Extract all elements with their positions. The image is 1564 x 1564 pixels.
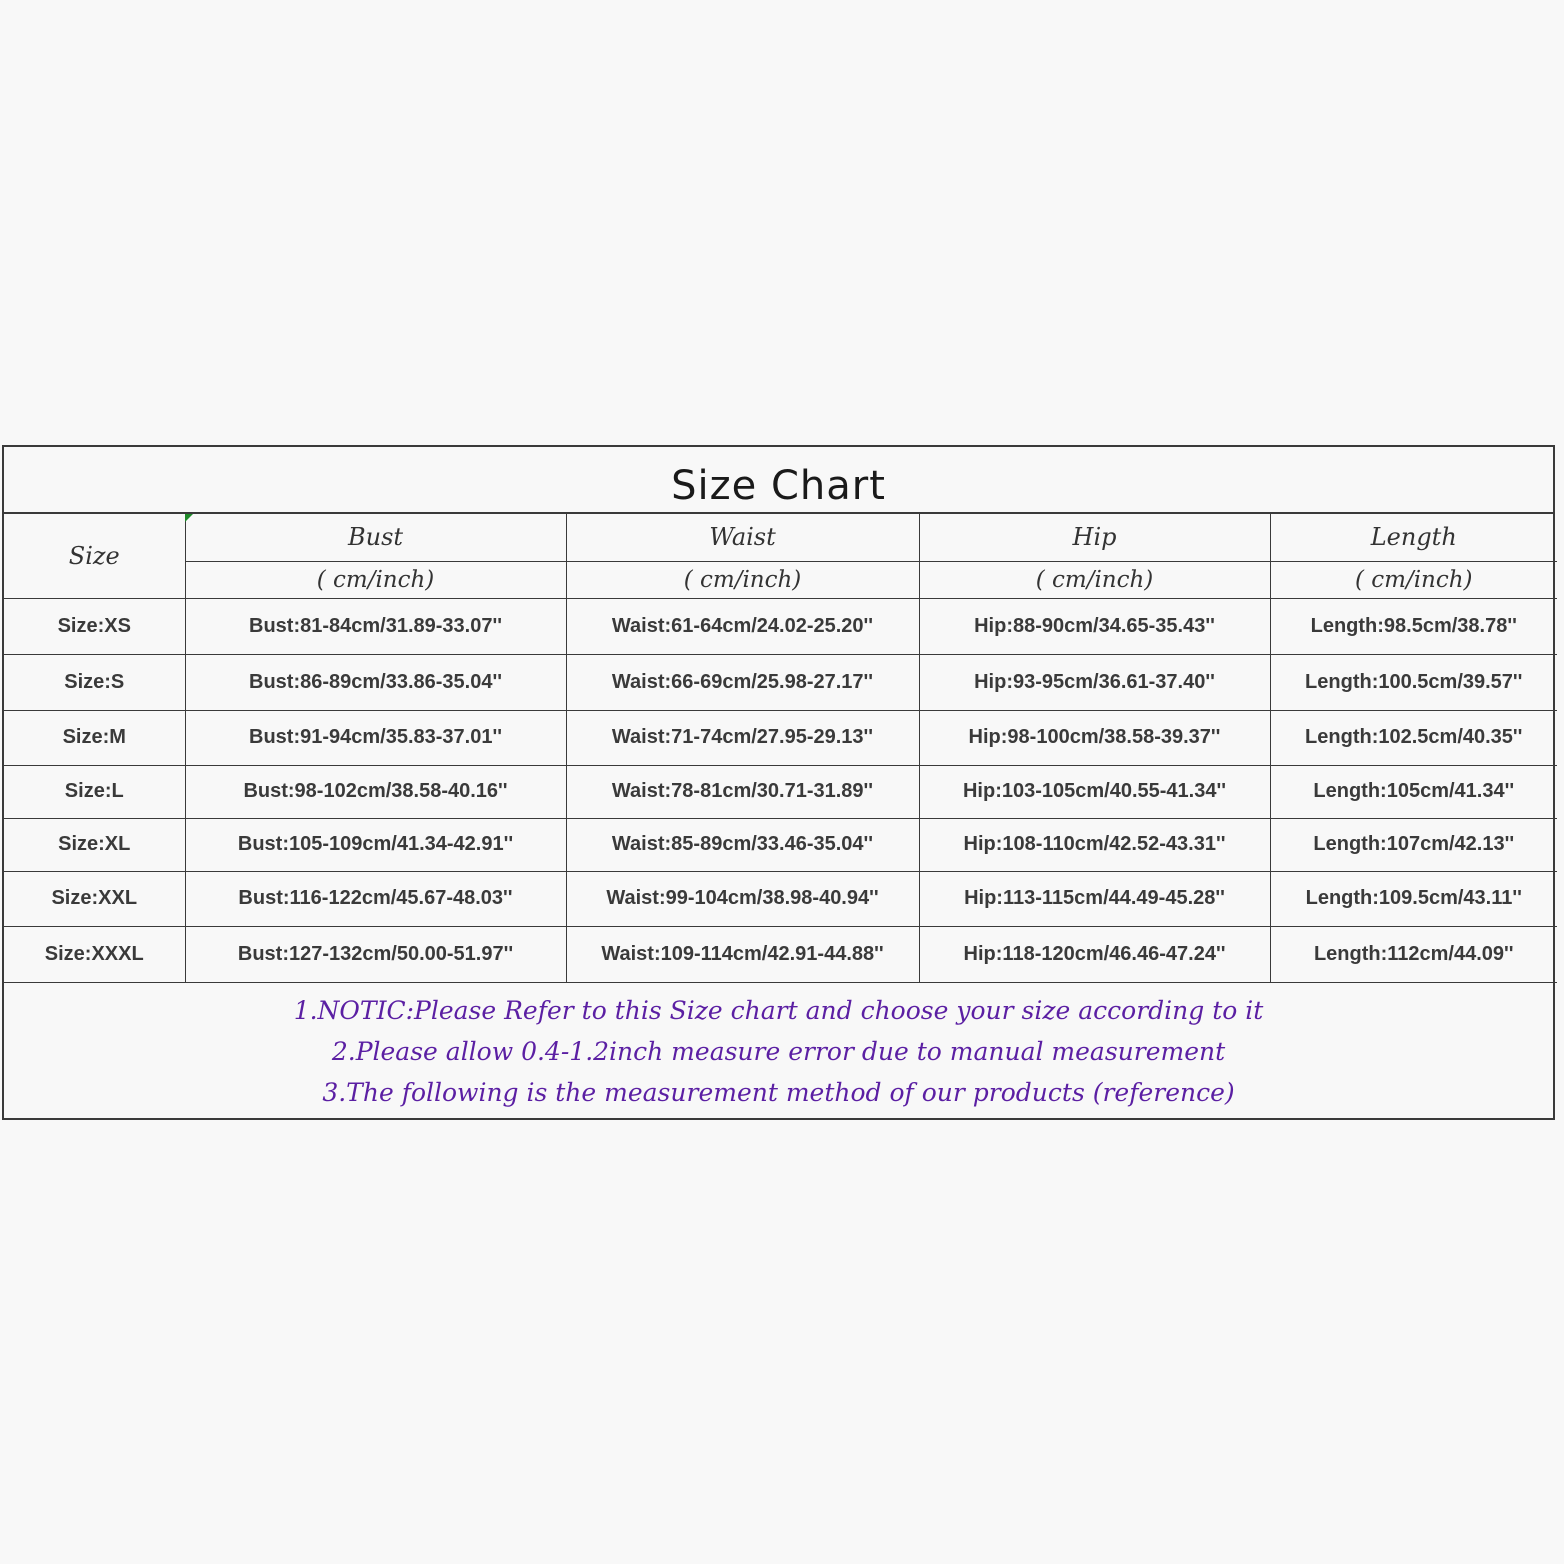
hip-cell: Hip:93-95cm/36.61-37.40'' (919, 654, 1270, 710)
hip-cell: Hip:108-110cm/42.52-43.31'' (919, 818, 1270, 871)
notes-section (4, 984, 1553, 1120)
size-cell: Size:XXXL (4, 926, 185, 982)
note-line: 3.The following is the measurement method of our products (reference) (322, 1078, 1235, 1107)
size-column-header: Size (4, 514, 185, 598)
bust-cell: Bust:127-132cm/50.00-51.97'' (185, 926, 566, 982)
length-cell: Length:112cm/44.09'' (1270, 926, 1557, 982)
length-cell: Length:102.5cm/40.35'' (1270, 710, 1557, 765)
waist-cell: Waist:109-114cm/42.91-44.88'' (566, 926, 919, 982)
hip-column-header: Hip (919, 514, 1270, 561)
waist-column-header: Waist (566, 514, 919, 561)
bust-cell: Bust:98-102cm/38.58-40.16'' (185, 765, 566, 818)
length-unit-label: ( cm/inch) (1270, 561, 1557, 598)
hip-cell: Hip:103-105cm/40.55-41.34'' (919, 765, 1270, 818)
unit-row (4, 561, 1557, 598)
length-cell: Length:100.5cm/39.57'' (1270, 654, 1557, 710)
size-cell: Size:XS (4, 598, 185, 654)
waist-cell: Waist:71-74cm/27.95-29.13'' (566, 710, 919, 765)
size-cell: Size:XXL (4, 871, 185, 926)
chart-title: Size Chart (671, 462, 886, 509)
bust-cell: Bust:105-109cm/41.34-42.91'' (185, 818, 566, 871)
corner-mark (185, 514, 193, 522)
table-row (4, 926, 1557, 982)
title-bar (4, 447, 1553, 514)
note-line: 1.NOTIC:Please Refer to this Size chart and choose your size according to it (293, 996, 1264, 1025)
waist-cell: Waist:66-69cm/25.98-27.17'' (566, 654, 919, 710)
size-cell: Size:XL (4, 818, 185, 871)
hip-cell: Hip:118-120cm/46.46-47.24'' (919, 926, 1270, 982)
length-cell: Length:109.5cm/43.11'' (1270, 871, 1557, 926)
table-row (4, 871, 1557, 926)
bust-cell: Bust:81-84cm/31.89-33.07'' (185, 598, 566, 654)
size-table (4, 514, 1557, 983)
length-cell: Length:105cm/41.34'' (1270, 765, 1557, 818)
hip-cell: Hip:88-90cm/34.65-35.43'' (919, 598, 1270, 654)
bust-cell: Bust:86-89cm/33.86-35.04'' (185, 654, 566, 710)
table-row (4, 765, 1557, 818)
header-row (4, 514, 1557, 561)
length-cell: Length:98.5cm/38.78'' (1270, 598, 1557, 654)
size-cell: Size:S (4, 654, 185, 710)
bust-cell: Bust:116-122cm/45.67-48.03'' (185, 871, 566, 926)
waist-cell: Waist:61-64cm/24.02-25.20'' (566, 598, 919, 654)
bust-cell: Bust:91-94cm/35.83-37.01'' (185, 710, 566, 765)
size-chart (2, 445, 1555, 1120)
hip-cell: Hip:98-100cm/38.58-39.37'' (919, 710, 1270, 765)
note-line: 2.Please allow 0.4-1.2inch measure error due to manual measurement (331, 1037, 1226, 1066)
hip-unit-label: ( cm/inch) (919, 561, 1270, 598)
table-row (4, 598, 1557, 654)
table-row (4, 654, 1557, 710)
waist-cell: Waist:99-104cm/38.98-40.94'' (566, 871, 919, 926)
table-row (4, 710, 1557, 765)
table-row (4, 818, 1557, 871)
bust-column-header: Bust (185, 514, 566, 561)
length-column-header: Length (1270, 514, 1557, 561)
waist-cell: Waist:85-89cm/33.46-35.04'' (566, 818, 919, 871)
waist-cell: Waist:78-81cm/30.71-31.89'' (566, 765, 919, 818)
size-cell: Size:L (4, 765, 185, 818)
waist-unit-label: ( cm/inch) (566, 561, 919, 598)
hip-cell: Hip:113-115cm/44.49-45.28'' (919, 871, 1270, 926)
bust-unit-label: ( cm/inch) (185, 561, 566, 598)
size-cell: Size:M (4, 710, 185, 765)
length-cell: Length:107cm/42.13'' (1270, 818, 1557, 871)
